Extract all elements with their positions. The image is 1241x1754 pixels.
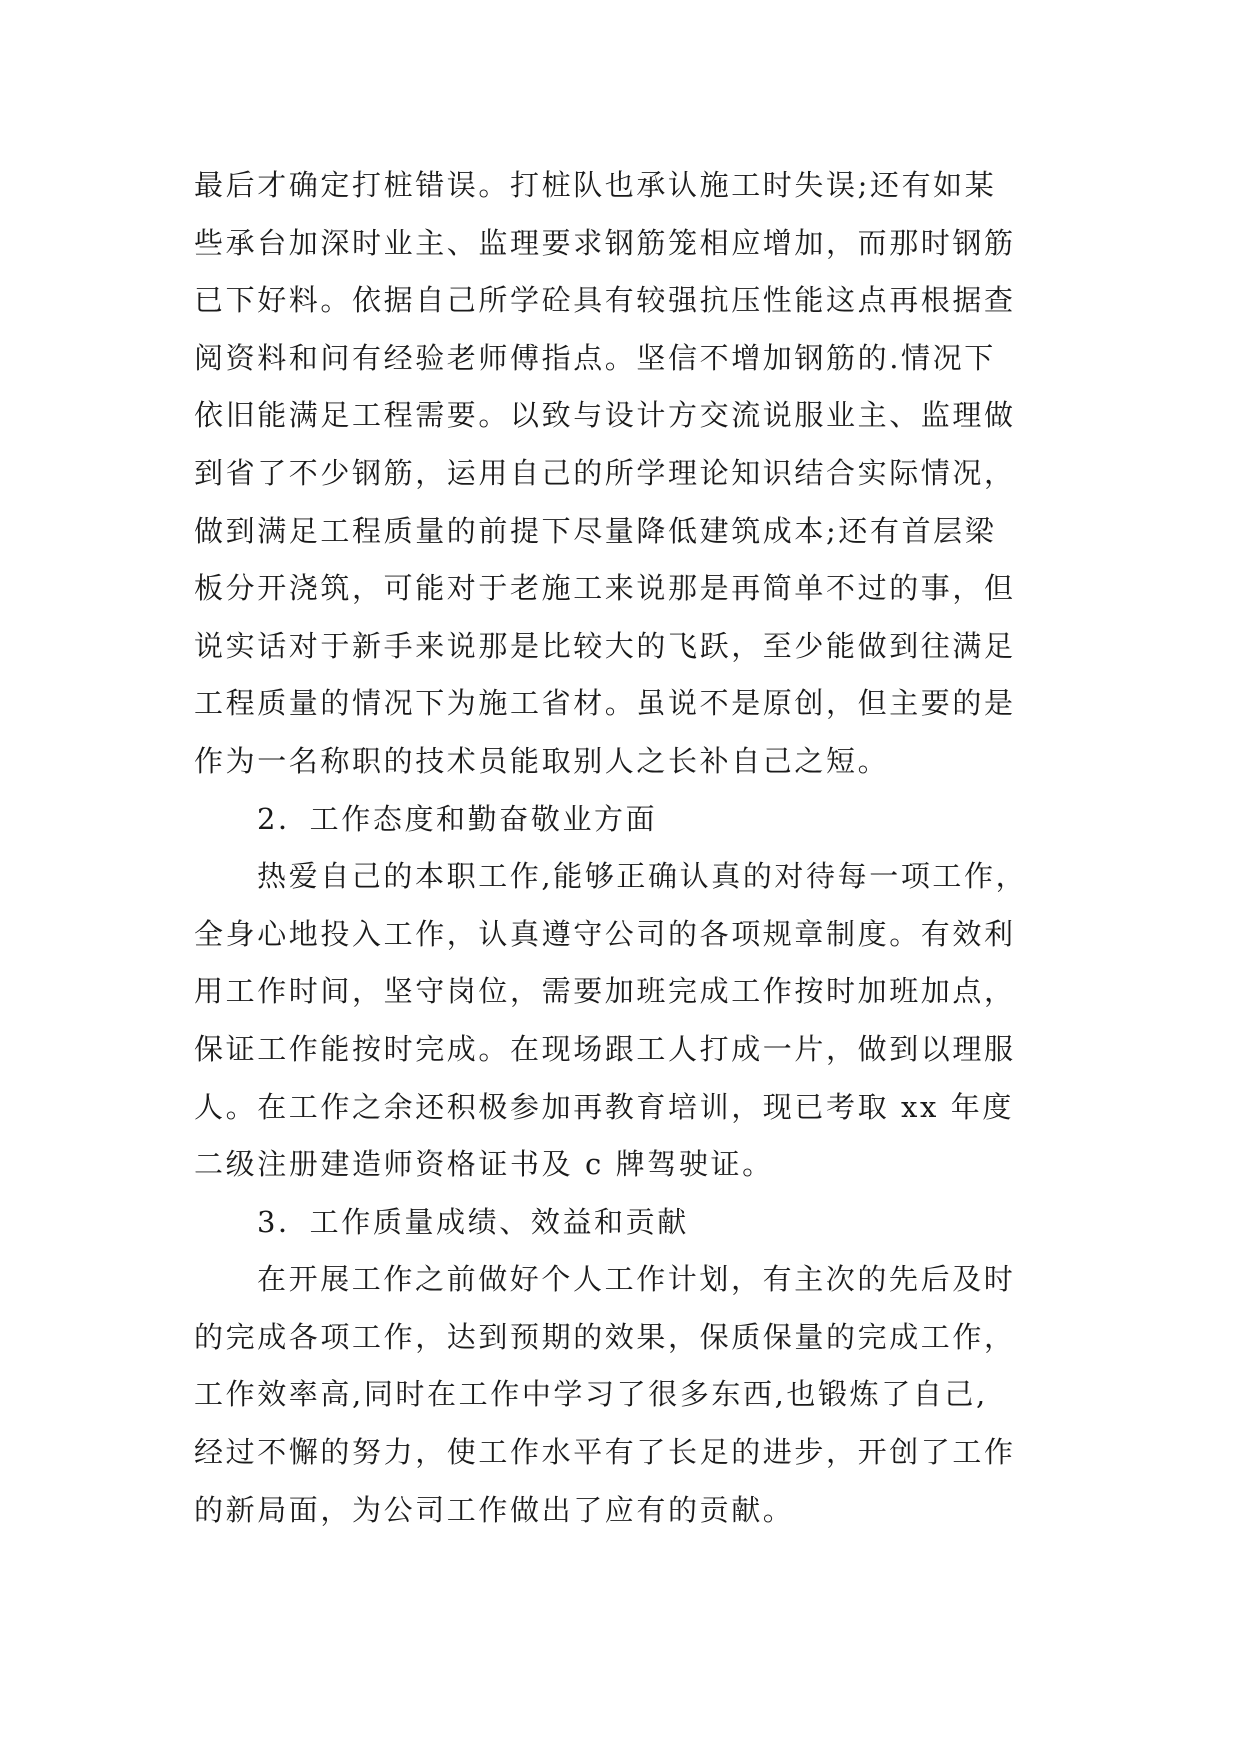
text-line: 热爱自己的本职工作,能够正确认真的对待每一项工作，	[257, 859, 1028, 894]
text-line: 作为一名称职的技术员能取别人之长补自己之短。	[194, 743, 890, 778]
text-line: 已下好料。依据自己所学砼具有较强抗压性能这点再根据查	[194, 283, 1016, 318]
text-line: 板分开浇筑，可能对于老施工来说那是再简单不过的事，但	[194, 571, 1016, 606]
text-line: 说实话对于新手来说那是比较大的飞跃，至少能做到往满足	[194, 628, 1016, 663]
text-line: 工作效率高,同时在工作中学习了很多东西,也锻炼了自己,	[194, 1377, 988, 1412]
text-line: 依旧能满足工程需要。以致与设计方交流说服业主、监理做	[194, 398, 1016, 433]
text-line: 的新局面，为公司工作做出了应有的贡献。	[194, 1492, 795, 1527]
text-line: 做到满足工程质量的前提下尽量降低建筑成本;还有首层梁	[194, 513, 997, 548]
text-line: 些承台加深时业主、监理要求钢筋笼相应增加，而那时钢筋	[194, 225, 1016, 260]
section-heading: 2．工作态度和勤奋敬业方面	[257, 801, 658, 836]
document-body	[194, 157, 1056, 1539]
section-heading: 3．工作质量成绩、效益和贡献	[257, 1204, 689, 1239]
text-line: 人。在工作之余还积极参加再教育培训，现已考取 xx 年度	[194, 1089, 1014, 1124]
text-line: 阅资料和问有经验老师傅指点。坚信不增加钢筋的.情况下	[194, 340, 996, 375]
text-line: 到省了不少钢筋，运用自己的所学理论知识结合实际情况，	[194, 455, 1016, 490]
text-line: 全身心地投入工作，认真遵守公司的各项规章制度。有效利	[194, 916, 1016, 951]
text-line: 最后才确定打桩错误。打桩队也承认施工时失误;还有如某	[194, 168, 997, 202]
text-line: 经过不懈的努力，使工作水平有了长足的进步，开创了工作	[194, 1435, 1016, 1470]
text-line: 用工作时间，坚守岗位，需要加班完成工作按时加班加点，	[194, 974, 1016, 1009]
text-line: 二级注册建造师资格证书及 c 牌驾驶证。	[194, 1147, 774, 1182]
text-line: 工程质量的情况下为施工省材。虽说不是原创，但主要的是	[194, 686, 1016, 721]
text-line: 保证工作能按时完成。在现场跟工人打成一片，做到以理服	[194, 1031, 1016, 1066]
text-line: 在开展工作之前做好个人工作计划，有主次的先后及时	[257, 1262, 1016, 1297]
text-line: 的完成各项工作，达到预期的效果，保质保量的完成工作，	[194, 1319, 1016, 1354]
